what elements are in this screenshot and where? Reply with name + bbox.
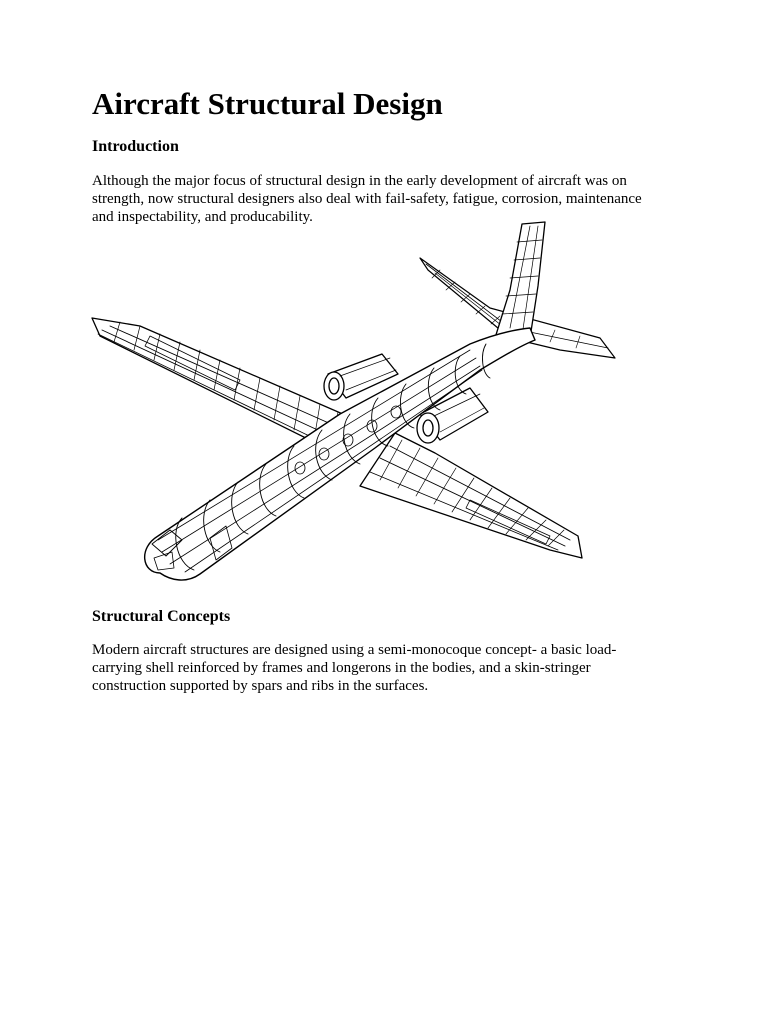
paragraph-line: carrying shell reinforced by frames and longerons in the bodies, and a skin-stringer [92,660,591,676]
paragraph-line: strength, now structural designers also deal with fail-safety, fatigue, corrosion, maintenance [92,191,642,207]
paragraph-line: and inspectability, and producability. [92,209,313,225]
page-title: Aircraft Structural Design [92,86,443,121]
structural-concepts-paragraph [92,641,692,695]
aircraft-structure-figure [90,218,630,593]
left-wing-structure [92,318,352,450]
right-wing-structure [360,433,582,558]
paragraph-line: Although the major focus of structural design in the early development of aircraft was on [92,173,627,189]
paragraph-line: Modern aircraft structures are designed using a semi-monocoque concept- a basic load- [92,642,617,658]
section-heading-structural-concepts: Structural Concepts [92,608,231,625]
paragraph-line: construction supported by spars and ribs in the surfaces. [92,678,429,694]
section-heading-introduction: Introduction [92,138,179,155]
aircraft-structure-cutaway-icon [90,218,630,593]
